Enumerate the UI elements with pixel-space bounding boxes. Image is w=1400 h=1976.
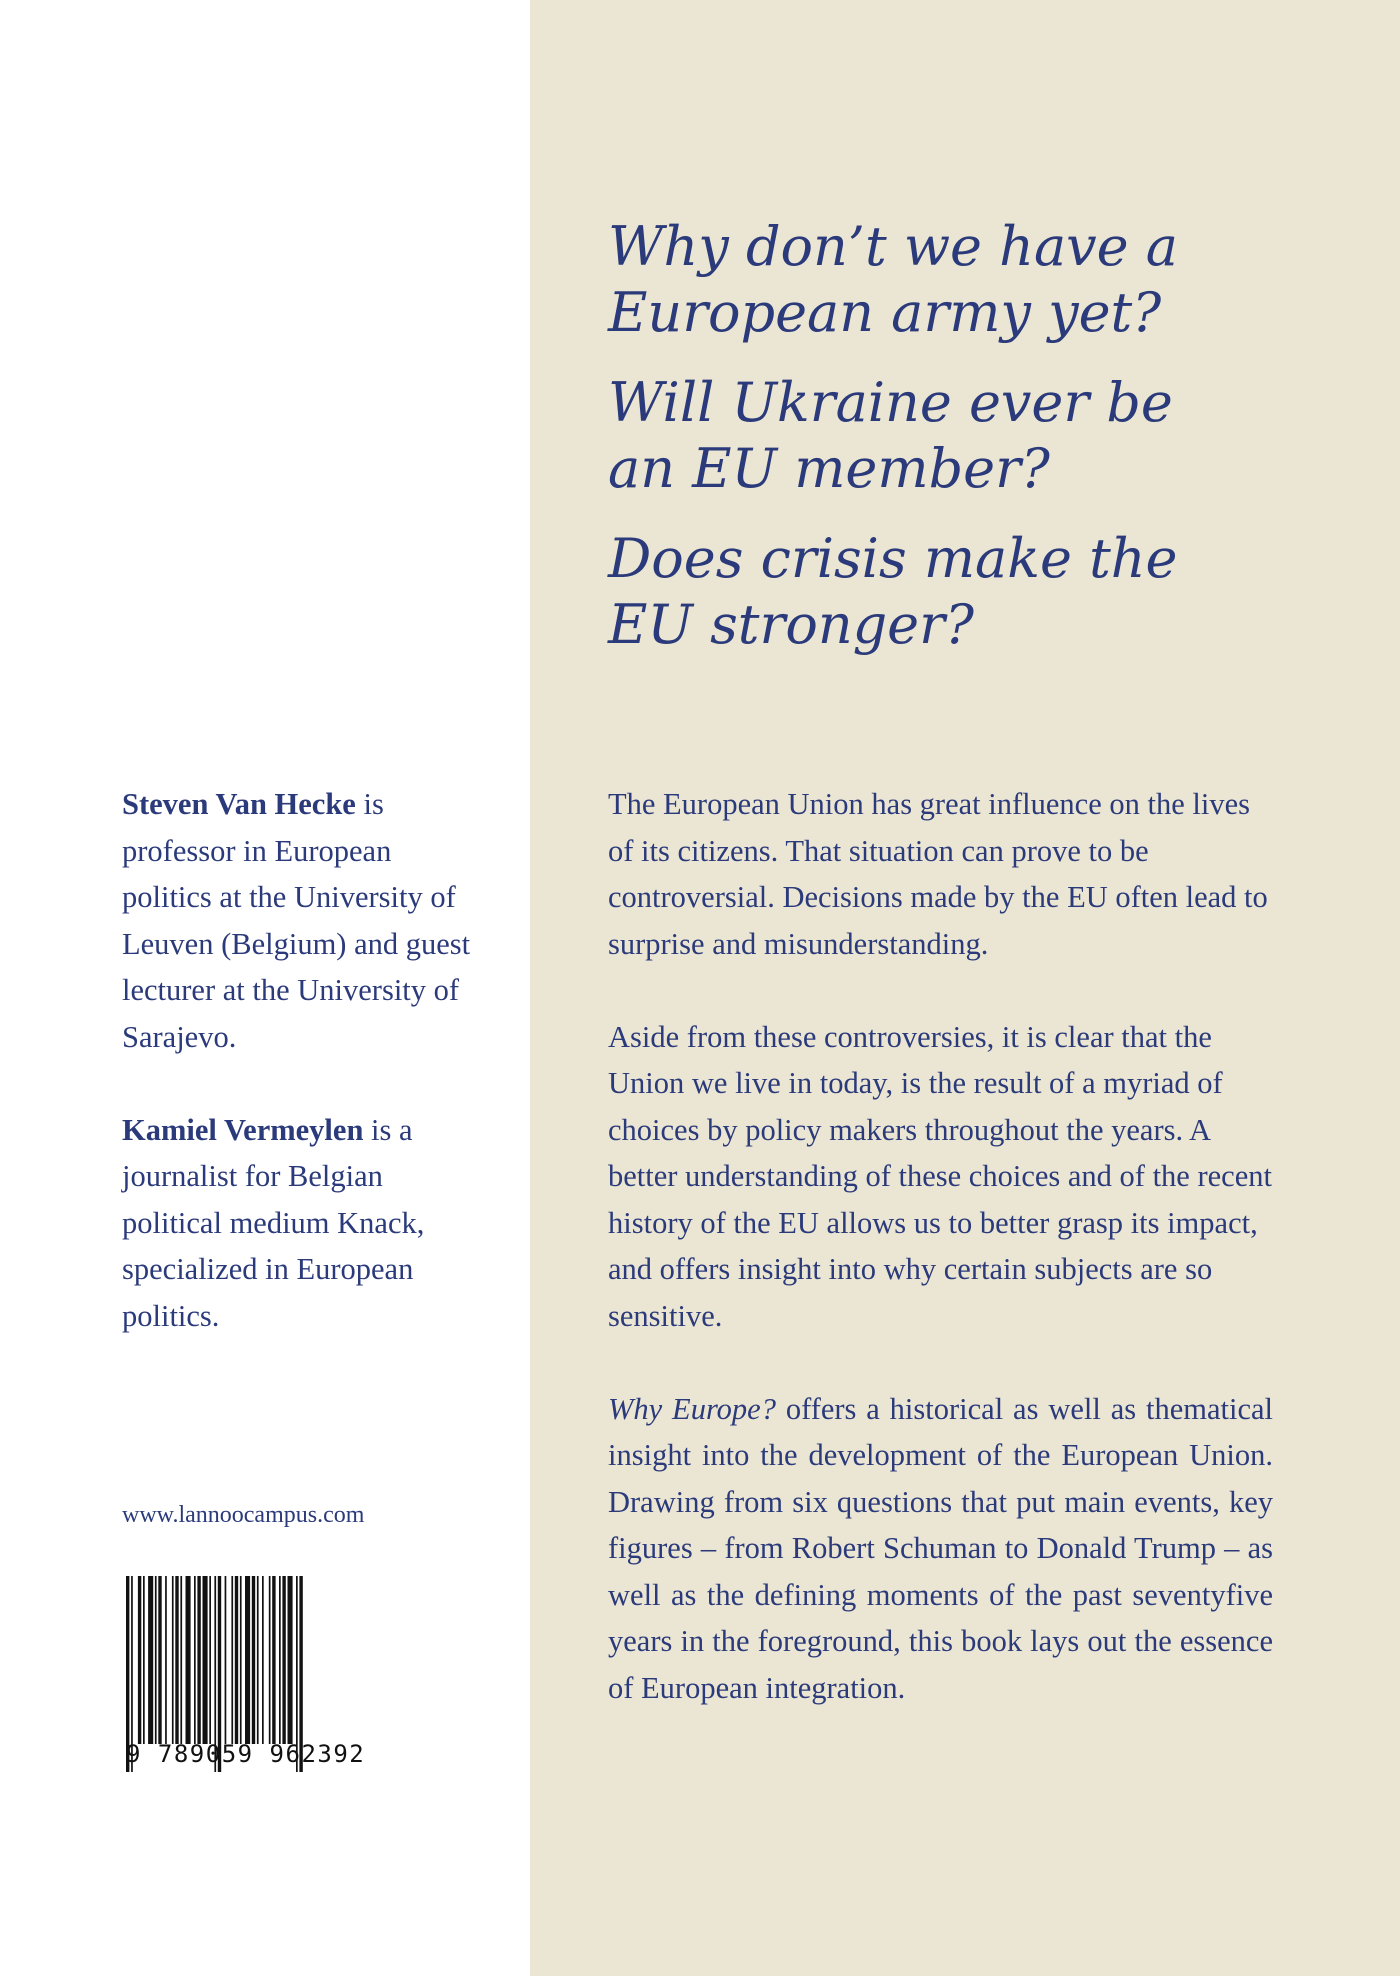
barcode-bar [252, 1576, 255, 1744]
blurb-paragraph-2: Aside from these controversies, it is clear that the Union we live in today, is the result of a myriad of choices by policy makers throughout the years. A better understanding of these choices and of the recent history of the EU allows us to better grasp its impact, and offers insight into why certain subjects are so sensitive. [608, 1019, 1272, 1333]
barcode-bar [165, 1576, 167, 1744]
author-bio-1 [122, 781, 482, 1060]
barcode-bar [203, 1576, 208, 1744]
barcode-bar [231, 1576, 233, 1744]
book-blurb [608, 781, 1273, 1758]
barcode-bar [138, 1576, 141, 1744]
isbn-digits: 9 789059 962392 [126, 1740, 366, 1768]
author-name-1: Steven Van Hecke [122, 787, 356, 821]
question-ukraine: Will Ukraine ever be an EU member? [608, 371, 1173, 500]
blurb-paragraph-1: The European Union has great influence on the lives of its citizens. That situation can prove to be controversial. Decisions made by the EU often lead to surprise and misunderstanding. [608, 787, 1268, 961]
barcode-bar [158, 1576, 161, 1744]
question-crisis: Does crisis make the EU stronger? [608, 527, 1178, 656]
book-title: Why Europe? [608, 1391, 776, 1426]
author-bio-text-2: is a journalist for Belgian political medium Knack, specialized in European politics. [122, 1112, 425, 1333]
author-bio-text-1: is professor in European politics at the University of Leuven (Belgium) and guest lecturer at the University of Sarajevo. [122, 787, 471, 1054]
barcode-bar [175, 1576, 178, 1744]
barcode-bar [155, 1576, 157, 1744]
barcode-bar [235, 1576, 238, 1744]
barcode-bar [186, 1576, 191, 1744]
cover-questions [608, 214, 1308, 682]
author-bio-2 [122, 1107, 482, 1340]
barcode-bar [245, 1576, 250, 1744]
blurb-paragraph-3 [608, 1386, 1273, 1712]
barcode-bar [225, 1576, 227, 1744]
barcode-bar [143, 1576, 145, 1744]
barcode-bar [197, 1576, 200, 1744]
author-bios [122, 781, 482, 1386]
barcode-bar [279, 1576, 281, 1744]
barcode-bar [282, 1576, 285, 1744]
barcode-bar [194, 1576, 196, 1744]
barcode-bar [272, 1576, 275, 1744]
barcode-bar [240, 1576, 242, 1744]
barcode-bar [262, 1576, 264, 1744]
barcode-bar [180, 1576, 182, 1744]
barcode-bar [257, 1576, 259, 1744]
publisher-website: www.lannoocampus.com [122, 1502, 365, 1528]
blurb-paragraph-3-text: offers a historical as well as thematical insight into the development of the European Union. Drawing from six questions that put main events, key figures – from Robert Schuman to Donald Trump – as well as the defining moments of the past seventyfive years in the foreground, this book lays out the essence of European integration. [608, 1391, 1273, 1705]
barcode-bar [288, 1576, 293, 1744]
barcode-bar [209, 1576, 211, 1744]
author-name-2: Kamiel Vermeylen [122, 1112, 364, 1147]
barcode-bar [148, 1576, 153, 1744]
barcode-bar [269, 1576, 271, 1744]
question-army: Why don’t we have a European army yet? [608, 215, 1178, 344]
barcode-bar [172, 1576, 174, 1744]
